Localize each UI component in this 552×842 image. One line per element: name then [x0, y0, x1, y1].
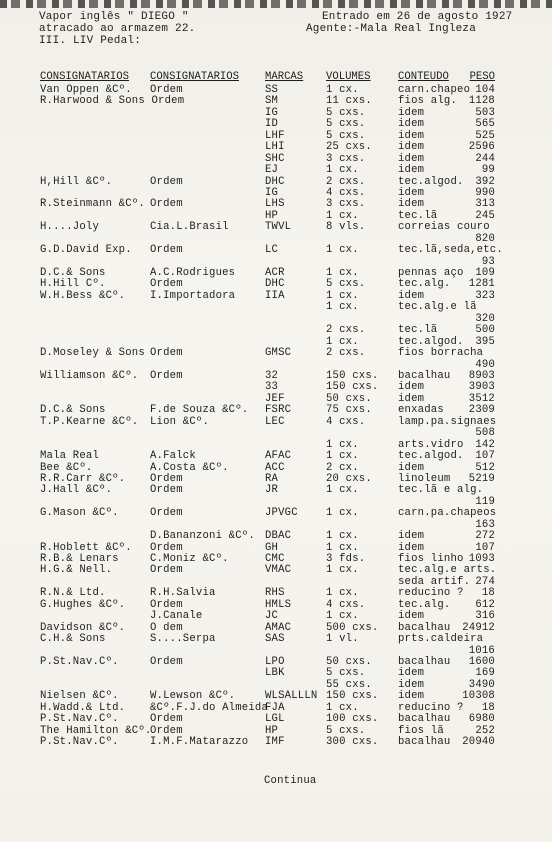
contents-cell: idem [398, 187, 425, 199]
weight-cell: 990 [475, 187, 495, 199]
contents-cell: idem [398, 198, 425, 210]
volumes-cell: 5 cxs. [326, 130, 366, 142]
weight-cell: 503 [475, 107, 495, 119]
contents-cell: idem [398, 690, 425, 702]
volumes-cell: 150 cxs. [326, 690, 379, 702]
volumes-cell: 20 cxs. [326, 473, 372, 485]
weight-cell: 820 [475, 233, 495, 245]
weight-cell: 508 [475, 427, 495, 439]
marks-cell: DHC [265, 278, 285, 290]
weight-cell: 93 [481, 256, 495, 268]
consignor-cell: Ordem [150, 599, 183, 611]
volumes-cell: 1 cx. [326, 702, 359, 714]
volumes-cell: 50 cxs. [326, 393, 372, 405]
contents-cell: tec.lã e alg. [398, 484, 484, 496]
weight-cell: 244 [475, 153, 495, 165]
weight-cell: 119 [475, 496, 495, 508]
contents-cell: bacalhau [398, 370, 451, 382]
volumes-cell: 1 cx. [326, 290, 359, 302]
contents-cell: lamp.pa.signaes [398, 416, 497, 428]
berth-line: atracado ao armazem 22. [39, 23, 196, 35]
consignee-cell: R.Harwood & Sons Ordem [40, 95, 185, 107]
consignor-cell: Lion &Cº. [150, 416, 210, 428]
weight-cell: 2309 [468, 404, 495, 416]
volumes-cell: 3 fds. [326, 553, 366, 565]
volumes-cell: 8 vls. [326, 221, 366, 233]
marks-cell: LPO [265, 656, 285, 668]
consignor-cell: O dem [150, 622, 183, 634]
consignor-cell: Cia.L.Brasil [150, 221, 229, 233]
weight-cell: 18 [481, 702, 495, 714]
marks-cell: IG [265, 187, 279, 199]
volumes-cell: 1 cx. [326, 84, 359, 96]
volumes-cell: 5 cxs. [326, 725, 366, 737]
weight-cell: 274 [475, 576, 495, 588]
consignor-cell: Ordem [150, 347, 183, 359]
marks-cell: HP [265, 725, 279, 737]
volumes-cell: 1 cx. [326, 610, 359, 622]
contents-cell: idem [398, 610, 425, 622]
marks-cell: JEF [265, 393, 285, 405]
contents-cell: fios borracha [398, 347, 484, 359]
weight-cell: 525 [475, 130, 495, 142]
weight-cell: 104 [475, 84, 495, 96]
marks-cell: VMAC [265, 564, 292, 576]
consignee-cell: T.P.Kearne &Cº. [40, 416, 139, 428]
marks-cell: JR [265, 484, 279, 496]
weight-cell: 316 [475, 610, 495, 622]
marks-cell: IMF [265, 736, 285, 748]
column-header-consignor: CONSIGNATARIOS [150, 71, 240, 83]
weight-cell: 99 [481, 164, 495, 176]
consignor-cell: &Cº.F.J.do Almeida [150, 702, 269, 714]
volumes-cell: 2 cxs. [326, 324, 366, 336]
weight-cell: 109 [475, 267, 495, 279]
consignee-cell: C.H.& Sons [40, 633, 106, 645]
marks-cell: DBAC [265, 530, 292, 542]
volumes-cell: 1 cx. [326, 530, 359, 542]
weight-cell: 392 [475, 176, 495, 188]
marks-cell: 33 [265, 381, 279, 393]
weight-cell: 612 [475, 599, 495, 611]
contents-cell: idem [398, 164, 425, 176]
consignor-cell: Ordem [150, 176, 183, 188]
consignor-cell: R.H.Salvia [150, 587, 216, 599]
marks-cell: TWVL [265, 221, 292, 233]
consignee-cell: P.St.Nav.Cº. [40, 656, 119, 668]
marks-cell: LEC [265, 416, 285, 428]
marks-cell: SM [265, 95, 279, 107]
volumes-cell: 1 cx. [326, 564, 359, 576]
contents-cell: arts.vidro [398, 439, 464, 451]
volumes-cell: 5 cxs. [326, 107, 366, 119]
marks-cell: LGL [265, 713, 285, 725]
consignee-cell: Williamson &Cº. [40, 370, 139, 382]
consignor-cell: D.Bananzoni &Cº. [150, 530, 255, 542]
weight-cell: 163 [475, 519, 495, 531]
contents-cell: bacalhau [398, 713, 451, 725]
consignee-cell: Nielsen &Cº. [40, 690, 119, 702]
consignee-cell: R.B.& Lenars [40, 553, 119, 565]
consignor-cell: Ordem [150, 542, 183, 554]
contents-cell: fios alg. [398, 95, 458, 107]
marks-cell: ACC [265, 462, 285, 474]
contents-cell: idem [398, 542, 425, 554]
volumes-cell: 1 cx. [326, 439, 359, 451]
contents-cell: tec.alg.e lã [398, 301, 477, 313]
weight-cell: 252 [475, 725, 495, 737]
volumes-cell: 11 cxs. [326, 95, 372, 107]
volumes-cell: 1 cx. [326, 164, 359, 176]
weight-cell: 107 [475, 542, 495, 554]
consignee-cell: H.G.& Nell. [40, 564, 113, 576]
marks-cell: FSRC [265, 404, 292, 416]
consignee-cell: R.N.& Ltd. [40, 587, 106, 599]
consignor-cell: Ordem [150, 725, 183, 737]
weight-cell: 1600 [468, 656, 495, 668]
contents-cell: idem [398, 393, 425, 405]
volumes-cell: 2 cxs. [326, 347, 366, 359]
consignor-cell: A.Costa &Cº. [150, 462, 229, 474]
volumes-cell: 5 cxs. [326, 118, 366, 130]
contents-cell: reducino ? [398, 702, 464, 714]
consignor-cell: A.Falck [150, 450, 196, 462]
marks-cell: LHS [265, 198, 285, 210]
marks-cell: ACR [265, 267, 285, 279]
weight-cell: 1016 [468, 645, 495, 657]
contents-cell: correias couro [398, 221, 490, 233]
consignor-cell: I.Importadora [150, 290, 236, 302]
marks-cell: RHS [265, 587, 285, 599]
volumes-cell: 150 cxs. [326, 370, 379, 382]
weight-cell: 272 [475, 530, 495, 542]
weight-cell: 107 [475, 450, 495, 462]
weight-cell: 5219 [468, 473, 495, 485]
contents-cell: reducino ? [398, 587, 464, 599]
marks-cell: SS [265, 84, 279, 96]
contents-cell: tec.alg. [398, 599, 451, 611]
column-header-consignee: CONSIGNATARIOS [40, 71, 130, 83]
contents-cell: tec.lã [398, 210, 438, 222]
contents-cell: tec.alg. [398, 278, 451, 290]
marks-cell: IIA [265, 290, 285, 302]
consignor-cell: Ordem [150, 278, 183, 290]
consignor-cell: Ordem [150, 370, 183, 382]
consignee-cell: P.St.Nav.Cº. [40, 736, 119, 748]
consignee-cell: H,Hill &Cº. [40, 176, 113, 188]
marks-cell: DHC [265, 176, 285, 188]
volumes-cell: 1 cx. [326, 210, 359, 222]
contents-cell: fios lã [398, 725, 444, 737]
volumes-cell: 500 cxs. [326, 622, 379, 634]
consignor-cell: Ordem [150, 84, 183, 96]
consignee-cell: W.H.Bess &Cº. [40, 290, 126, 302]
volumes-cell: 1 cx. [326, 450, 359, 462]
contents-cell: idem [398, 153, 425, 165]
consignor-cell: A.C.Rodrigues [150, 267, 236, 279]
consignee-cell: Bee &Cº. [40, 462, 93, 474]
contents-cell: tec.lã [398, 324, 438, 336]
consignor-cell: S....Serpa [150, 633, 216, 645]
volumes-cell: 2 cxs. [326, 176, 366, 188]
weight-cell: 8903 [468, 370, 495, 382]
contents-cell: tec.lã,seda,etc. [398, 244, 503, 256]
consignor-cell: Ordem [150, 507, 183, 519]
weight-cell: 169 [475, 667, 495, 679]
marks-cell: EJ [265, 164, 279, 176]
marks-cell: GH [265, 542, 279, 554]
marks-cell: GMSC [265, 347, 292, 359]
contents-cell: idem [398, 530, 425, 542]
volumes-cell: 55 cxs. [326, 679, 372, 691]
volumes-cell: 50 cxs. [326, 656, 372, 668]
contents-cell: fios linho [398, 553, 464, 565]
volumes-cell: 100 cxs. [326, 713, 379, 725]
weight-cell: 3903 [468, 381, 495, 393]
consignor-cell: Ordem [150, 198, 183, 210]
consignor-cell: Ordem [150, 564, 183, 576]
consignee-cell: G.Hughes &Cº. [40, 599, 126, 611]
volumes-cell: 1 cx. [326, 267, 359, 279]
consignor-cell: Ordem [150, 244, 183, 256]
agent-line: Agente:-Mala Real Ingleza [306, 23, 477, 35]
consignor-cell: F.de Souza &Cº. [150, 404, 249, 416]
weight-cell: 313 [475, 198, 495, 210]
marks-cell: 32 [265, 370, 279, 382]
marks-cell: HMLS [265, 599, 292, 611]
consignee-cell: R.R.Carr &Cº. [40, 473, 126, 485]
marks-cell: LBK [265, 667, 285, 679]
volumes-cell: 1 cx. [326, 507, 359, 519]
weight-cell: 565 [475, 118, 495, 130]
contents-cell: seda artif. [398, 576, 471, 588]
consignee-cell: G.Mason &Cº. [40, 507, 119, 519]
column-header-volumes: VOLUMES [326, 71, 371, 83]
continues-label: Continua [264, 775, 317, 787]
contents-cell: idem [398, 107, 425, 119]
weight-cell: 1128 [468, 95, 495, 107]
arrival-date: Entrado em 26 de agosto 1927 [322, 11, 513, 23]
weight-cell: 142 [475, 439, 495, 451]
consignee-cell: G.D.David Exp. [40, 244, 132, 256]
contents-cell: idem [398, 679, 425, 691]
column-header-weight: PESO [469, 71, 495, 83]
marks-cell: LHF [265, 130, 285, 142]
weight-cell: 1093 [468, 553, 495, 565]
consignor-cell: Ordem [150, 484, 183, 496]
contents-cell: bacalhau [398, 736, 451, 748]
consignee-cell: D.Moseley & Sons [40, 347, 145, 359]
contents-cell: idem [398, 141, 425, 153]
marks-cell: RA [265, 473, 279, 485]
contents-cell: prts.caldeira [398, 633, 484, 645]
weight-cell: 323 [475, 290, 495, 302]
weight-cell: 20940 [462, 736, 495, 748]
marks-cell: FJA [265, 702, 285, 714]
contents-cell: pennas aço [398, 267, 464, 279]
weight-cell: 6980 [468, 713, 495, 725]
consignee-cell: D.C.& Sons [40, 404, 106, 416]
consignee-cell: R.Hoblett &Cº. [40, 542, 132, 554]
volumes-cell: 4 cxs. [326, 599, 366, 611]
volumes-cell: 1 cx. [326, 484, 359, 496]
weight-cell: 10308 [462, 690, 495, 702]
marks-cell: ID [265, 118, 279, 130]
volumes-cell: 5 cxs. [326, 667, 366, 679]
volumes-cell: 3 cxs. [326, 153, 366, 165]
volumes-cell: 300 cxs. [326, 736, 379, 748]
contents-cell: linoleum [398, 473, 451, 485]
column-header-marks: MARCAS [265, 71, 304, 83]
contents-cell: tec.algod. [398, 450, 464, 462]
contents-cell: tec.algod. [398, 336, 464, 348]
contents-cell: tec.algod. [398, 176, 464, 188]
weight-cell: 500 [475, 324, 495, 336]
contents-cell: idem [398, 462, 425, 474]
weight-cell: 395 [475, 336, 495, 348]
consignee-cell: P.St.Nav.Cº. [40, 713, 119, 725]
consignee-cell: H.Wadd.& Ltd. [40, 702, 126, 714]
marks-cell: HP [265, 210, 279, 222]
marks-cell: WLSALLLN [265, 690, 318, 702]
consignee-cell: Van Oppen &Cº. [40, 84, 132, 96]
contents-cell: tec.alg.e arts. [398, 564, 497, 576]
volumes-cell: 3 cxs. [326, 198, 366, 210]
consignor-cell: I.M.F.Matarazzo [150, 736, 249, 748]
marks-cell: JC [265, 610, 279, 622]
marks-cell: IG [265, 107, 279, 119]
consignee-cell: Mala Real [40, 450, 100, 462]
consignor-cell: Ordem [150, 656, 183, 668]
consignee-cell: H....Joly [40, 221, 100, 233]
consignee-cell: H.Hill Cº. [40, 278, 106, 290]
header-line-3: III. LIV Pedal: [39, 35, 142, 47]
weight-cell: 1281 [468, 278, 495, 290]
volumes-cell: 4 cxs. [326, 416, 366, 428]
column-header-contents: CONTEUDO [398, 71, 449, 83]
consignor-cell: J.Canale [150, 610, 203, 622]
volumes-cell: 4 cxs. [326, 187, 366, 199]
contents-cell: carn.pa.chapeos [398, 507, 497, 519]
weight-cell: 490 [475, 359, 495, 371]
marks-cell: JPVGC [265, 507, 298, 519]
marks-cell: AFAC [265, 450, 292, 462]
volumes-cell: 5 cxs. [326, 278, 366, 290]
volumes-cell: 1 cx. [326, 587, 359, 599]
volumes-cell: 25 cxs. [326, 141, 372, 153]
weight-cell: 2596 [468, 141, 495, 153]
consignor-cell: W.Lewson &Cº. [150, 690, 236, 702]
consignee-cell: The Hamilton &Cº. [40, 725, 152, 737]
marks-cell: LC [265, 244, 279, 256]
weight-cell: 3512 [468, 393, 495, 405]
contents-cell: idem [398, 290, 425, 302]
contents-cell: idem [398, 130, 425, 142]
volumes-cell: 1 cx. [326, 542, 359, 554]
marks-cell: SHC [265, 153, 285, 165]
contents-cell: bacalhau [398, 656, 451, 668]
marks-cell: SAS [265, 633, 285, 645]
consignee-cell: J.Hall &Cº. [40, 484, 113, 496]
consignor-cell: C.Moniz &Cº. [150, 553, 229, 565]
weight-cell: 320 [475, 313, 495, 325]
contents-cell: bacalhau [398, 622, 451, 634]
weight-cell: 3490 [468, 679, 495, 691]
volumes-cell: 2 cx. [326, 462, 359, 474]
weight-cell: 512 [475, 462, 495, 474]
volumes-cell: 1 cx. [326, 336, 359, 348]
contents-cell: enxadas [398, 404, 444, 416]
volumes-cell: 1 vl. [326, 633, 359, 645]
marks-cell: LHI [265, 141, 285, 153]
contents-cell: idem [398, 381, 425, 393]
contents-cell: idem [398, 667, 425, 679]
scan-edge-noise [0, 0, 552, 8]
contents-cell: carn.chapeo [398, 84, 471, 96]
consignor-cell: Ordem [150, 473, 183, 485]
volumes-cell: 75 cxs. [326, 404, 372, 416]
marks-cell: CMC [265, 553, 285, 565]
consignee-cell: D.C.& Sons [40, 267, 106, 279]
consignee-cell: R.Steinmann &Cº. [40, 198, 145, 210]
marks-cell: AMAC [265, 622, 292, 634]
weight-cell: 24912 [462, 622, 495, 634]
weight-cell: 18 [481, 587, 495, 599]
volumes-cell: 150 cxs. [326, 381, 379, 393]
contents-cell: idem [398, 118, 425, 130]
consignee-cell: Davidson &Cº. [40, 622, 126, 634]
weight-cell: 245 [475, 210, 495, 222]
consignor-cell: Ordem [150, 713, 183, 725]
volumes-cell: 1 cx. [326, 301, 359, 313]
volumes-cell: 1 cx. [326, 244, 359, 256]
ship-name: Vapor inglês " DIEGO " [39, 11, 189, 23]
